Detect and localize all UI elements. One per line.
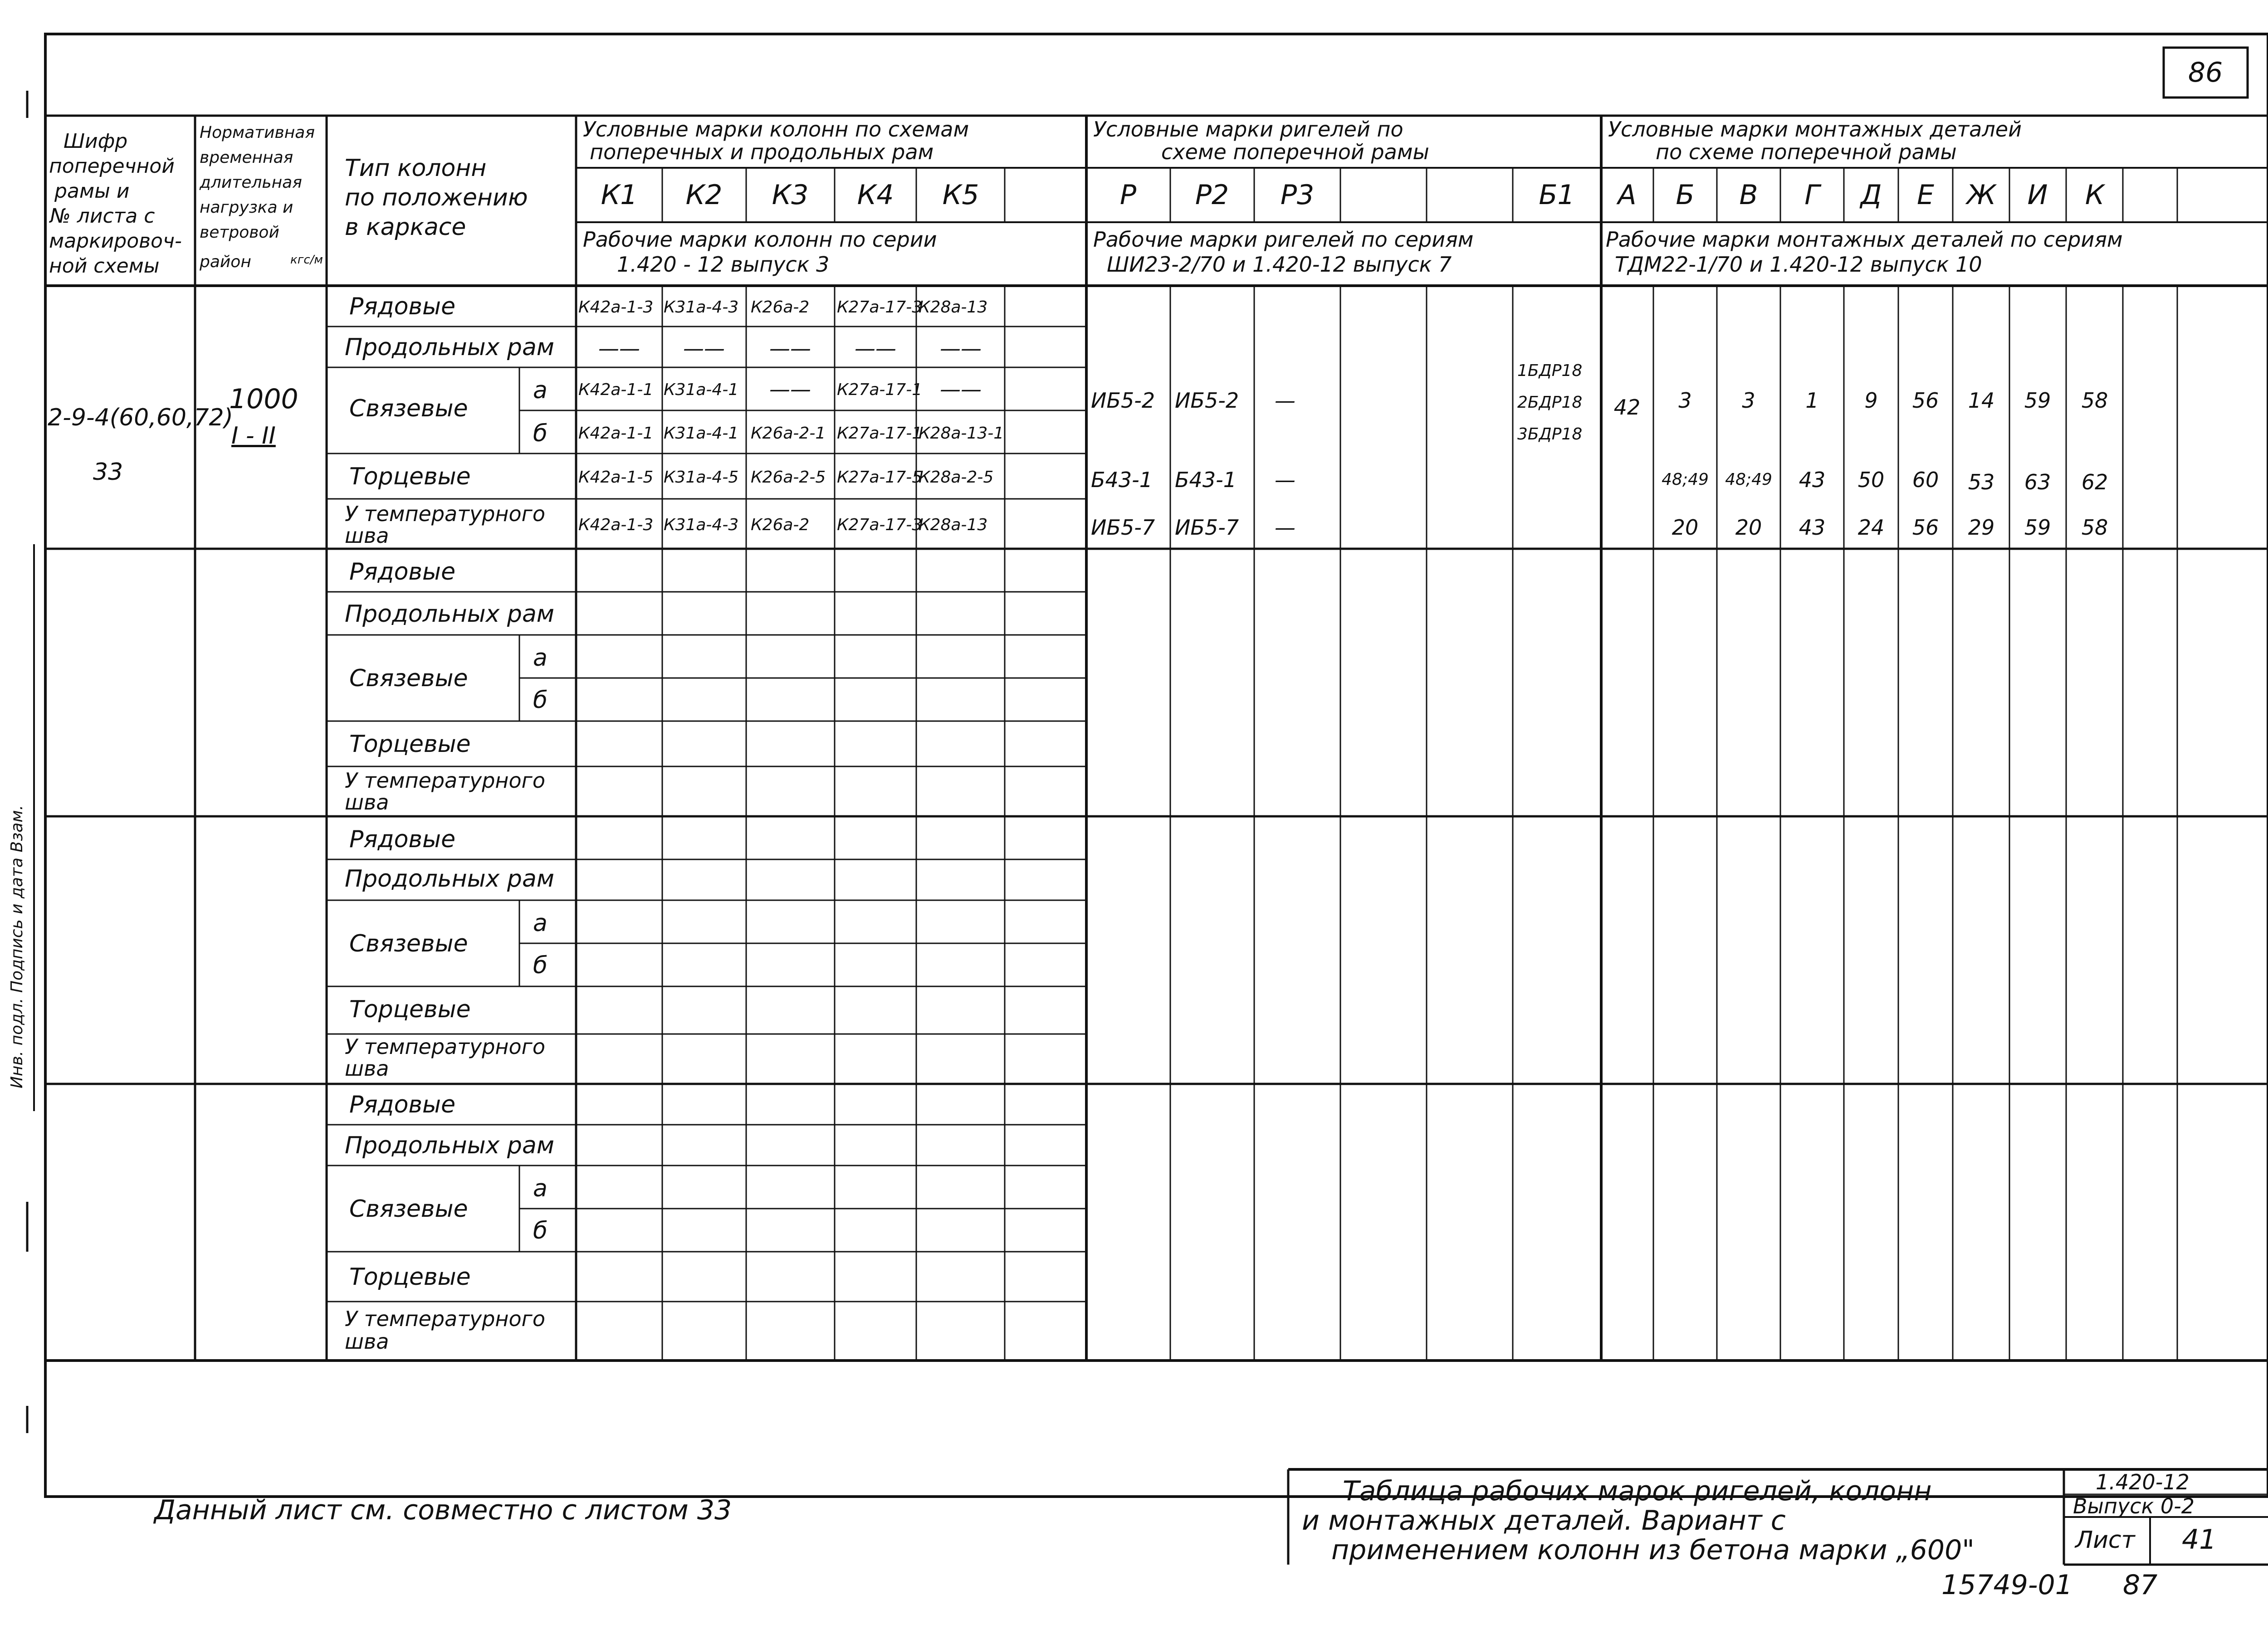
row-label-ryadovye: Рядовые <box>349 826 456 853</box>
row-label-prodolnyh: Продольных рам <box>345 1132 555 1159</box>
table-cell: 3 <box>1678 388 1692 413</box>
header-load-line: временная <box>200 148 293 167</box>
table-cell: К28а-13 <box>919 516 988 534</box>
table-cell: —— <box>769 377 811 401</box>
header-columns-series: 1.420 - 12 выпуск 3 <box>617 252 830 277</box>
row-label-svyazevye: Связевые <box>349 665 468 692</box>
frame-code: 2-9-4(60,60,72) <box>48 404 233 431</box>
sheet-number: 41 <box>2182 1524 2217 1556</box>
row-label-temp: шва <box>345 1056 389 1081</box>
header-parts-series: ТДМ22-1/70 и 1.420-12 выпуск 10 <box>1615 252 1982 277</box>
part-mark: Ж <box>1966 179 1996 211</box>
table-cell: ИБ5-2 <box>1091 388 1155 413</box>
table-cell: — <box>1275 388 1295 413</box>
table-cell: —— <box>683 336 725 361</box>
column-mark: К4 <box>857 179 894 211</box>
table-cell: К42а-1-3 <box>578 516 654 534</box>
header-load-line: Нормативная <box>200 123 315 142</box>
header-code-line: Шифр <box>64 130 128 153</box>
table-cell: —— <box>940 336 982 361</box>
column-mark: К5 <box>942 179 979 211</box>
load-value: 1000 <box>229 383 298 415</box>
table-cell: 53 <box>1968 470 1995 494</box>
table-cell: 48;49 <box>1662 470 1709 489</box>
table-cell: —— <box>940 377 982 401</box>
header-load-line: длительная <box>200 173 302 192</box>
part-mark: Е <box>1917 179 1934 211</box>
table-cell: К27а-17-5 <box>837 468 923 487</box>
footer-note: Данный лист см. совместно с листом 33 <box>154 1494 732 1526</box>
wind-region: I - II <box>231 422 276 449</box>
row-label-ryadovye: Рядовые <box>349 558 456 585</box>
header-parts-series: Рабочие марки монтажных деталей по сериям <box>1606 227 2123 252</box>
table-cell: К28а-2-5 <box>919 468 994 487</box>
table-cell: К28а-13-1 <box>919 424 1004 443</box>
row-label-sub-a: а <box>533 377 547 404</box>
header-columns-title: Условные марки колонн по схемам <box>583 117 969 141</box>
header-load-unit: кгс/м <box>290 253 323 267</box>
header-code-line: поперечной <box>49 155 175 178</box>
table-cell: 58 <box>2081 388 2108 413</box>
title-line: Таблица рабочих марок ригелей, колонн <box>1343 1475 1932 1507</box>
marking-sheet: 33 <box>93 458 123 486</box>
column-mark: К2 <box>685 179 723 211</box>
row-label-temp: шва <box>345 523 389 548</box>
header-beams-series: Рабочие марки ригелей по сериям <box>1093 227 1474 252</box>
beam-mark: Р <box>1119 179 1137 211</box>
table-cell: 24 <box>1857 515 1885 540</box>
table-cell: 29 <box>1968 515 1995 540</box>
row-label-temp: У температурного <box>345 502 545 526</box>
part-mark: И <box>2027 179 2048 211</box>
table-cell: Б43-1 <box>1091 468 1153 492</box>
row-label-svyazevye: Связевые <box>349 1195 468 1223</box>
row-label-svyazevye: Связевые <box>349 930 468 957</box>
table-cell: 9 <box>1864 388 1878 413</box>
table-cell: К26а-2 <box>751 298 810 317</box>
row-label-sub-b: б <box>533 1217 548 1244</box>
table-cell: 59 <box>2024 388 2051 413</box>
table-cell: 59 <box>2024 515 2051 540</box>
table-cell: К27а-17-3 <box>837 298 923 317</box>
header-beams-title: Условные марки ригелей по <box>1093 117 1403 141</box>
table-cell: 1БДР18 <box>1517 361 1583 380</box>
table-cell: К27а-17-3 <box>837 516 923 534</box>
page-number: 86 <box>2188 57 2223 88</box>
row-label-ryadovye: Рядовые <box>349 293 456 320</box>
beam-mark: Р3 <box>1280 179 1315 211</box>
table-cell: К42а-1-1 <box>578 424 654 443</box>
table-cell: — <box>1275 468 1295 492</box>
beam-mark: Б1 <box>1539 179 1575 211</box>
table-cell: К31а-4-1 <box>664 424 739 443</box>
table-cell: ИБ5-7 <box>1175 515 1239 540</box>
row-label-temp: шва <box>345 1329 389 1354</box>
table-cell: К31а-4-3 <box>664 516 739 534</box>
row-label-tortsevye: Торцевые <box>349 1263 471 1291</box>
table-cell: 2БДР18 <box>1517 393 1583 412</box>
table-cell: К26а-2-5 <box>751 468 826 487</box>
table-cell: К27а-17-1 <box>837 380 923 399</box>
row-label-ryadovye: Рядовые <box>349 1091 456 1118</box>
table-cell: К28а-13 <box>919 298 988 317</box>
part-mark: Д <box>1860 179 1882 211</box>
table-cell: 56 <box>1912 515 1939 540</box>
page-bottom-number: 87 <box>2123 1569 2158 1601</box>
table-cell: — <box>1275 515 1295 540</box>
header-load-line: район <box>200 253 251 271</box>
series-number: 1.420-12 <box>2096 1470 2190 1494</box>
header-type-line: в каркасе <box>345 214 466 241</box>
part-mark: А <box>1618 179 1637 211</box>
beam-mark: Р2 <box>1195 179 1229 211</box>
table-cell: К31а-4-1 <box>664 380 739 399</box>
table-cell: 43 <box>1799 515 1826 540</box>
row-label-sub-a: а <box>533 910 547 937</box>
column-mark: К1 <box>601 179 638 211</box>
table-cell: 3БДР18 <box>1517 425 1583 444</box>
table-cell: К31а-4-3 <box>664 298 739 317</box>
header-code-line: ной схемы <box>49 254 160 278</box>
table-cell: 20 <box>1735 515 1762 540</box>
header-code-line: маркировоч- <box>49 229 182 253</box>
table-cell: —— <box>769 336 811 361</box>
table-cell: —— <box>598 336 640 361</box>
row-label-svyazevye: Связевые <box>349 395 468 422</box>
table-cell: ИБ5-7 <box>1091 515 1155 540</box>
header-beams-title: схеме поперечной рамы <box>1161 140 1429 164</box>
title-line: и монтажных деталей. Вариант с <box>1302 1505 1786 1536</box>
sheet-label: Лист <box>2075 1527 2135 1554</box>
table-cell: К42а-1-5 <box>578 468 654 487</box>
table-cell: 42 <box>1613 395 1641 419</box>
row-label-temp: У температурного <box>345 1307 545 1331</box>
header-beams-series: ШИ23-2/70 и 1.420-12 выпуск 7 <box>1107 252 1452 277</box>
part-mark: В <box>1739 179 1758 211</box>
table-cell: К27а-17-1 <box>837 424 923 443</box>
table-cell: 14 <box>1968 388 1995 413</box>
table-cell: 3 <box>1742 388 1755 413</box>
header-parts-title: Условные марки монтажных деталей <box>1608 117 2022 141</box>
part-mark: Г <box>1804 179 1820 211</box>
part-mark: К <box>2085 179 2105 211</box>
table-cell: ИБ5-2 <box>1175 388 1239 413</box>
header-columns-series: Рабочие марки колонн по серии <box>583 227 937 252</box>
column-mark: К3 <box>772 179 809 211</box>
issue-number: Выпуск 0-2 <box>2073 1494 2195 1518</box>
table-cell: 63 <box>2024 470 2051 494</box>
row-label-sub-b: б <box>533 952 548 979</box>
table-cell: 1 <box>1805 388 1819 413</box>
table-cell: 20 <box>1672 515 1699 540</box>
table-cell: 60 <box>1912 468 1939 492</box>
table-cell: 58 <box>2081 515 2108 540</box>
table-cell: К26а-2-1 <box>751 424 826 443</box>
table-cell: 56 <box>1912 388 1939 413</box>
row-label-tortsevye: Торцевые <box>349 731 471 758</box>
table-cell: 43 <box>1799 468 1826 492</box>
table-cell: К26а-2 <box>751 516 810 534</box>
row-label-prodolnyh: Продольных рам <box>345 865 555 893</box>
part-mark: Б <box>1676 179 1695 211</box>
row-label-temp: шва <box>345 790 389 815</box>
table-cell: К42а-1-1 <box>578 380 654 399</box>
header-type-line: по положению <box>345 184 528 211</box>
table-cell: —— <box>855 336 896 361</box>
row-label-sub-a: а <box>533 644 547 672</box>
row-label-tortsevye: Торцевые <box>349 463 471 490</box>
header-code-line: рамы и <box>54 180 130 203</box>
row-label-temp: У температурного <box>345 1034 545 1059</box>
table-cell: 50 <box>1857 468 1885 492</box>
header-columns-title: поперечных и продольных рам <box>590 140 934 164</box>
row-label-sub-b: б <box>533 687 548 714</box>
header-code-line: № листа с <box>50 205 155 228</box>
table-cell: К31а-4-5 <box>664 468 739 487</box>
row-label-tortsevye: Торцевые <box>349 996 471 1023</box>
margin-stamp: Инв. подл. Подпись и дата Взам. <box>8 805 26 1088</box>
header-load-line: нагрузка и <box>200 198 293 217</box>
header-parts-title: по схеме поперечной рамы <box>1656 140 1957 164</box>
title-line: применением колонн из бетона марки „600" <box>1331 1534 1975 1566</box>
table-cell: Б43-1 <box>1175 468 1237 492</box>
table-cell: К42а-1-3 <box>578 298 654 317</box>
row-label-prodolnyh: Продольных рам <box>345 334 555 361</box>
header-type-line: Тип колонн <box>345 155 487 182</box>
row-label-sub-b: б <box>533 420 548 447</box>
table-cell: 62 <box>2081 470 2108 494</box>
header-load-line: ветровой <box>200 223 279 242</box>
row-label-sub-a: а <box>533 1175 547 1202</box>
document-number: 15749-01 <box>1941 1569 2072 1601</box>
row-label-prodolnyh: Продольных рам <box>345 600 555 628</box>
row-label-temp: У температурного <box>345 768 545 793</box>
table-cell: 48;49 <box>1725 470 1772 489</box>
